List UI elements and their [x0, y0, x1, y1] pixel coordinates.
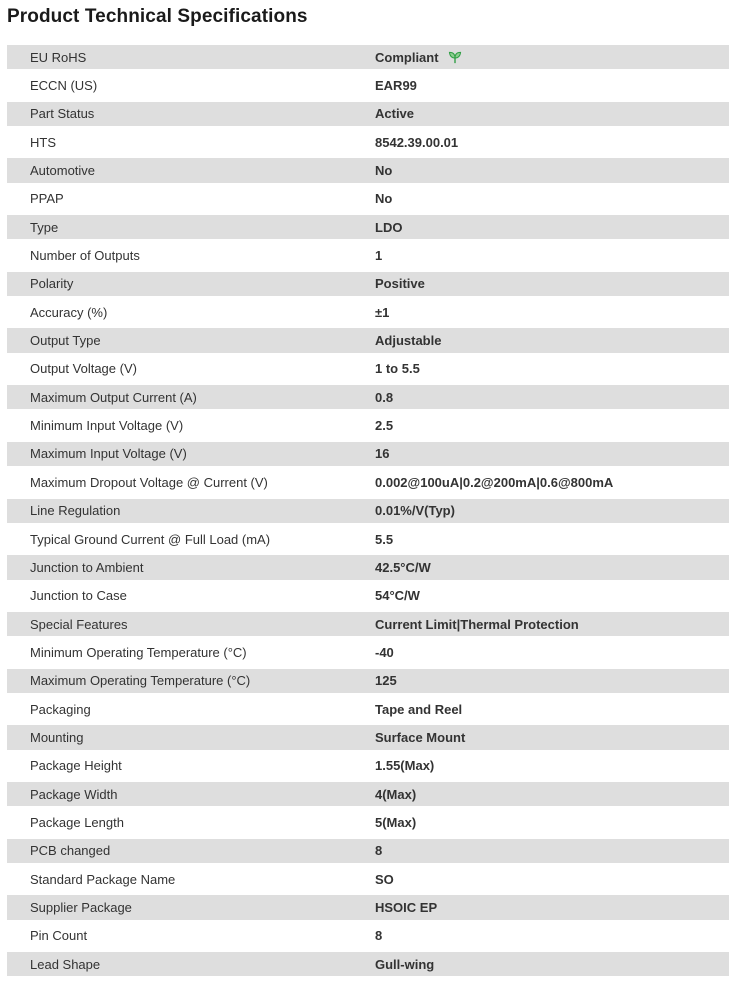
spec-row — [7, 667, 729, 695]
spec-label: Polarity — [30, 276, 74, 292]
spec-value — [375, 220, 729, 235]
spec-label: Minimum Operating Temperature (°C) — [30, 644, 247, 660]
spec-label: Maximum Input Voltage (V) — [30, 446, 187, 462]
spec-value — [375, 163, 729, 178]
spec-value — [375, 872, 729, 887]
spec-row — [7, 723, 729, 751]
spec-row — [7, 213, 729, 241]
spec-row — [7, 837, 729, 865]
spec-value — [375, 532, 729, 547]
spec-value-text: 42.5°C/W — [375, 559, 431, 575]
spec-value-text: No — [375, 191, 393, 207]
spec-row — [7, 553, 729, 581]
spec-value-text: 1 to 5.5 — [375, 361, 420, 377]
spec-label: Package Height — [30, 758, 122, 774]
spec-value — [375, 50, 729, 65]
spec-label: EU RoHS — [30, 49, 87, 65]
spec-value-text: Gull-wing — [375, 956, 435, 972]
spec-value — [375, 305, 729, 320]
spec-value — [375, 928, 729, 943]
spec-value-text: Compliant — [375, 49, 439, 65]
spec-row — [7, 780, 729, 808]
spec-row — [7, 638, 729, 666]
spec-value-text: 125 — [375, 673, 397, 689]
spec-value-text: Positive — [375, 276, 425, 292]
spec-row — [7, 865, 729, 893]
spec-label: Lead Shape — [30, 956, 101, 972]
spec-value — [375, 673, 729, 688]
spec-value — [375, 503, 729, 518]
spec-row — [7, 525, 729, 553]
spec-label: Output Voltage (V) — [30, 361, 137, 377]
spec-value-text: 2.5 — [375, 418, 394, 434]
spec-row — [7, 185, 729, 213]
spec-label: Packaging — [30, 701, 91, 717]
spec-value-text: 1 — [375, 248, 383, 264]
spec-value — [375, 702, 729, 717]
spec-row — [7, 440, 729, 468]
spec-row — [7, 43, 729, 71]
spec-label: Number of Outputs — [30, 248, 140, 264]
spec-value-text: Active — [375, 106, 415, 122]
spec-row — [7, 468, 729, 496]
spec-label: Junction to Ambient — [30, 559, 144, 575]
rohs-leaf-icon — [448, 51, 462, 64]
spec-row — [7, 241, 729, 269]
spec-value-text: 0.8 — [375, 389, 394, 405]
spec-row — [7, 270, 729, 298]
spec-value-text: HSOIC EP — [375, 899, 438, 915]
spec-value — [375, 248, 729, 263]
spec-row — [7, 383, 729, 411]
spec-value — [375, 191, 729, 206]
spec-label: Package Length — [30, 814, 124, 830]
spec-value — [375, 957, 729, 972]
spec-value — [375, 560, 729, 575]
spec-label: Maximum Dropout Voltage @ Current (V) — [30, 474, 268, 490]
spec-value-text: 16 — [375, 446, 390, 462]
spec-row — [7, 71, 729, 99]
spec-label: Standard Package Name — [30, 871, 176, 887]
spec-value-text: Surface Mount — [375, 729, 466, 745]
spec-value-text: Adjustable — [375, 333, 442, 349]
spec-row — [7, 497, 729, 525]
spec-row — [7, 950, 729, 978]
spec-label: Accuracy (%) — [30, 304, 108, 320]
spec-row — [7, 695, 729, 723]
spec-label: Special Features — [30, 616, 128, 632]
spec-row — [7, 582, 729, 610]
spec-value — [375, 815, 729, 830]
spec-label: Mounting — [30, 729, 84, 745]
spec-row — [7, 610, 729, 638]
spec-value-text: 0.01%/V(Typ) — [375, 503, 455, 519]
spec-label: Line Regulation — [30, 503, 121, 519]
spec-value-text: 54°C/W — [375, 588, 420, 604]
spec-value-text: 4(Max) — [375, 786, 417, 802]
spec-value-text: No — [375, 163, 393, 179]
spec-label: Supplier Package — [30, 899, 132, 915]
spec-value — [375, 361, 729, 376]
spec-value-text: Current Limit|Thermal Protection — [375, 616, 579, 632]
page-title: Product Technical Specifications — [7, 6, 308, 27]
spec-value — [375, 135, 729, 150]
spec-row — [7, 808, 729, 836]
spec-row — [7, 100, 729, 128]
spec-value — [375, 106, 729, 121]
spec-label: PPAP — [30, 191, 64, 207]
spec-label: Pin Count — [30, 928, 88, 944]
spec-value-text: ±1 — [375, 304, 390, 320]
spec-value — [375, 276, 729, 291]
spec-value — [375, 758, 729, 773]
spec-value — [375, 446, 729, 461]
spec-value — [375, 787, 729, 802]
spec-label: Typical Ground Current @ Full Load (mA) — [30, 531, 271, 547]
spec-row — [7, 752, 729, 780]
spec-value-text: 8542.39.00.01 — [375, 134, 459, 150]
spec-label: Type — [30, 219, 59, 235]
spec-value-text: SO — [375, 871, 394, 887]
spec-value-text: LDO — [375, 219, 403, 235]
spec-value — [375, 418, 729, 433]
spec-row — [7, 411, 729, 439]
spec-value — [375, 475, 729, 490]
spec-value-text: 8 — [375, 843, 383, 859]
spec-label: Junction to Case — [30, 588, 127, 604]
spec-value — [375, 588, 729, 603]
spec-row — [7, 922, 729, 950]
spec-label: Part Status — [30, 106, 95, 122]
spec-value-text: EAR99 — [375, 78, 417, 94]
spec-label: Package Width — [30, 786, 118, 802]
spec-value-text: 5(Max) — [375, 814, 417, 830]
spec-value — [375, 843, 729, 858]
spec-value-text: 5.5 — [375, 531, 394, 547]
spec-value-text: 0.002@100uA|0.2@200mA|0.6@800mA — [375, 474, 614, 490]
spec-value — [375, 730, 729, 745]
spec-value — [375, 900, 729, 915]
spec-value — [375, 78, 729, 93]
spec-value-text: 1.55(Max) — [375, 758, 435, 774]
spec-row — [7, 893, 729, 921]
spec-label: Minimum Input Voltage (V) — [30, 418, 184, 434]
spec-row — [7, 128, 729, 156]
spec-value — [375, 333, 729, 348]
spec-value — [375, 645, 729, 660]
spec-label: HTS — [30, 134, 56, 150]
spec-value-text: Tape and Reel — [375, 701, 463, 717]
spec-label: Output Type — [30, 333, 101, 349]
spec-row — [7, 298, 729, 326]
spec-row — [7, 355, 729, 383]
spec-table — [7, 43, 729, 978]
spec-value-text: -40 — [375, 644, 394, 660]
spec-row — [7, 156, 729, 184]
spec-label: Maximum Operating Temperature (°C) — [30, 673, 251, 689]
spec-value-text: 8 — [375, 928, 383, 944]
spec-label: Maximum Output Current (A) — [30, 389, 197, 405]
spec-value — [375, 617, 729, 632]
spec-row — [7, 326, 729, 354]
spec-label: ECCN (US) — [30, 78, 98, 94]
spec-value — [375, 390, 729, 405]
spec-label: Automotive — [30, 163, 96, 179]
spec-label: PCB changed — [30, 843, 111, 859]
